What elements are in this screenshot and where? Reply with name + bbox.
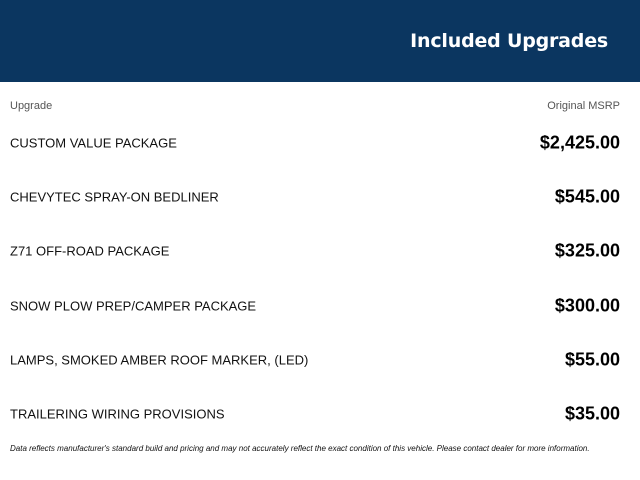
upgrade-row [0,231,640,271]
upgrade-name: CHEVYTEC SPRAY-ON BEDLINER [10,189,219,205]
upgrade-price: $35.00 [564,403,620,424]
page-title: Included Upgrades [410,30,608,52]
upgrade-row [0,286,640,326]
upgrade-name: TRAILERING WIRING PROVISIONS [10,406,225,422]
upgrade-name: CUSTOM VALUE PACKAGE [10,135,177,151]
upgrade-price: $55.00 [564,349,620,370]
upgrade-row [0,123,640,163]
upgrade-name: SNOW PLOW PREP/CAMPER PACKAGE [10,298,257,314]
upgrade-row [0,177,640,217]
upgrade-price: $2,425.00 [539,132,620,153]
disclaimer-text: Data reflects manufacturer's standard build and pricing and may not accurately reflect the exact condition of this vehicle. Please contact dealer for more information. [10,444,590,453]
column-header-upgrade: Upgrade [10,100,53,112]
upgrade-price: $545.00 [554,186,620,207]
column-header-msrp: Original MSRP [547,100,620,112]
header-bar [0,0,640,82]
upgrade-price: $300.00 [554,295,620,316]
upgrade-name: LAMPS, SMOKED AMBER ROOF MARKER, (LED) [10,352,309,368]
upgrade-name: Z71 OFF-ROAD PACKAGE [10,243,170,259]
upgrade-price: $325.00 [554,240,620,261]
upgrade-row [0,340,640,380]
upgrade-row [0,394,640,434]
